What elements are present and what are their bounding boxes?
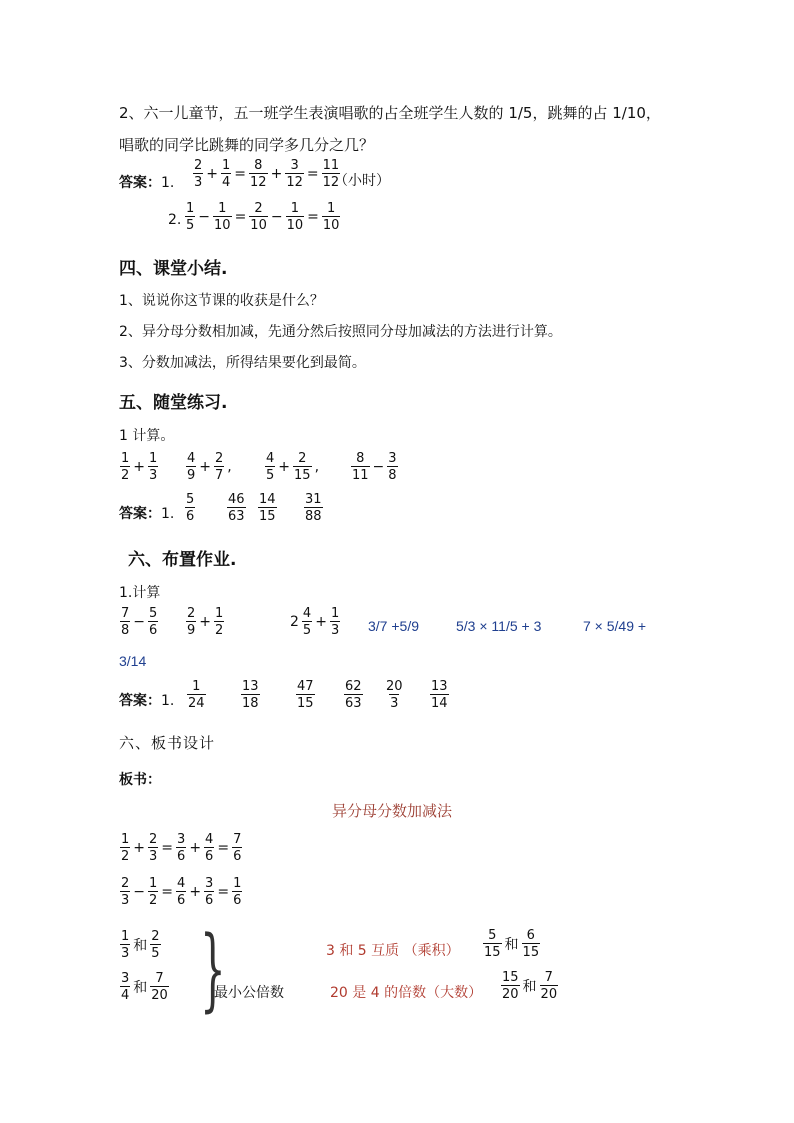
denominator: 2	[121, 849, 130, 864]
practice-expr-2	[185, 452, 234, 482]
numerator: 47	[297, 679, 314, 694]
denominator: 10	[322, 218, 340, 233]
homework-answer-label: 答案：1.	[119, 693, 175, 709]
numerator: 3	[388, 451, 397, 466]
fraction	[249, 202, 268, 232]
denominator: 10	[250, 218, 267, 233]
practice-expr-3	[264, 452, 321, 482]
practice-expr-1	[119, 452, 159, 482]
operator: ,	[314, 459, 320, 475]
numerator: 20	[386, 679, 403, 694]
numerator: 3	[121, 971, 130, 986]
numerator: 7	[544, 970, 553, 985]
section-5-title: 五、随堂练习.	[119, 393, 228, 413]
question-2-line-2: 唱歌的同学比跳舞的同学多几分之几？	[119, 136, 375, 154]
numerator: 13	[242, 679, 259, 694]
denominator: 2	[215, 623, 224, 638]
fraction	[185, 202, 195, 232]
denominator: 5	[266, 468, 275, 483]
numerator: 2	[215, 451, 224, 466]
board-equation-2	[119, 877, 243, 907]
numerator: 5	[186, 492, 195, 507]
operator: =	[234, 209, 247, 225]
board-note-2: 20 是 4 的倍数（大数）	[330, 985, 483, 1001]
denominator: 6	[177, 849, 186, 864]
numerator: 2	[254, 201, 263, 216]
homework-answer-5	[384, 680, 405, 710]
fraction	[148, 877, 158, 907]
numerator: 1	[326, 201, 336, 216]
fraction	[385, 680, 404, 710]
fraction	[120, 833, 130, 863]
numerator: 6	[526, 928, 535, 943]
fraction	[227, 493, 246, 523]
operator: =	[234, 166, 247, 182]
denominator: 4	[222, 175, 231, 190]
operator: +	[270, 166, 283, 182]
denominator: 12	[250, 175, 267, 190]
fraction	[302, 607, 312, 637]
numerator: 7	[233, 832, 242, 847]
operator: =	[217, 840, 230, 856]
fraction	[258, 493, 277, 523]
denominator: 3	[330, 623, 340, 638]
numerator: 1	[121, 451, 130, 466]
numerator: 1	[290, 201, 299, 216]
practice-answer-1	[184, 493, 196, 523]
homework-answer-2	[240, 680, 261, 710]
numerator: 2	[194, 158, 203, 173]
summary-item-2: 2、异分母分数相加减，先通分然后按照同分母加减法的方法进行计算。	[119, 324, 562, 340]
fraction	[187, 680, 206, 710]
answer-unit: （小时）	[334, 173, 390, 189]
denominator: 3	[121, 946, 130, 961]
board-heading: 异分母分数加减法	[332, 802, 453, 820]
fraction	[249, 159, 268, 189]
fraction	[232, 877, 242, 907]
denominator: 6	[149, 623, 158, 638]
numerator: 31	[305, 492, 322, 507]
numerator: 1	[186, 201, 195, 216]
section-4-title: 四、课堂小结.	[119, 259, 228, 279]
operator: =	[306, 166, 319, 182]
operator: 和	[504, 937, 519, 953]
numerator: 8	[254, 158, 263, 173]
denominator: 15	[484, 945, 501, 960]
fraction	[185, 493, 195, 523]
numerator: 2	[151, 929, 160, 944]
homework-plain-3: 7 × 5/49 +	[583, 618, 647, 634]
denominator: 9	[187, 468, 196, 483]
fraction	[120, 972, 130, 1002]
denominator: 20	[151, 988, 168, 1003]
numerator: 8	[356, 451, 365, 466]
operator: −	[372, 459, 385, 475]
practice-answer-4	[303, 493, 324, 523]
fraction	[120, 930, 130, 960]
operator: +	[133, 459, 146, 475]
denominator: 15	[294, 468, 311, 483]
fraction	[501, 971, 520, 1001]
fraction	[186, 452, 196, 482]
board-result-1	[482, 929, 541, 959]
denominator: 3	[194, 175, 203, 190]
denominator: 10	[286, 218, 304, 233]
denominator: 3	[390, 696, 399, 711]
fraction	[204, 833, 214, 863]
fraction	[213, 202, 232, 232]
denominator: 5	[302, 623, 312, 638]
operator: −	[270, 209, 283, 225]
operator: =	[161, 840, 174, 856]
board-result-2	[500, 971, 559, 1001]
numerator: 2	[298, 451, 307, 466]
operator: +	[189, 884, 202, 900]
homework-answer-1	[186, 680, 207, 710]
fraction	[483, 929, 502, 959]
board-label: 板书：	[119, 772, 161, 788]
summary-item-3: 3、分数加减法，所得结果要化到最简。	[119, 355, 366, 371]
fraction	[241, 680, 260, 710]
fraction	[344, 680, 363, 710]
denominator: 18	[242, 696, 259, 711]
practice-answer-3	[257, 493, 278, 523]
homework-label: 1.计算	[119, 585, 161, 601]
fraction	[214, 452, 224, 482]
fraction	[204, 877, 214, 907]
fraction	[120, 877, 130, 907]
numerator: 7	[155, 971, 164, 986]
fraction	[148, 607, 158, 637]
denominator: 88	[305, 509, 322, 524]
operator: ,	[227, 459, 232, 475]
numerator: 62	[345, 679, 362, 694]
denominator: 3	[121, 893, 130, 908]
numerator: 1	[149, 876, 158, 891]
fraction	[120, 452, 130, 482]
denominator: 8	[388, 468, 397, 483]
operator: −	[133, 614, 146, 630]
denominator: 8	[121, 623, 130, 638]
numerator: 7	[121, 606, 130, 621]
answer-2-label: 2.	[168, 212, 182, 228]
denominator: 6	[233, 893, 242, 908]
denominator: 5	[186, 218, 195, 233]
answer-equation-2	[184, 202, 341, 232]
numerator: 46	[228, 492, 245, 507]
homework-plain-4: 3/14	[119, 653, 147, 669]
denominator: 14	[431, 696, 448, 711]
homework-expr-3	[288, 607, 341, 637]
denominator: 20	[540, 987, 558, 1002]
denominator: 12	[322, 175, 340, 190]
operator: +	[133, 840, 146, 856]
summary-item-1: 1、说说你这节课的收获是什么？	[119, 293, 324, 309]
denominator: 3	[149, 468, 158, 483]
board-lcm: 最小公倍数	[214, 985, 284, 1001]
operator: +	[206, 166, 219, 182]
board-pair-1	[119, 930, 162, 960]
fraction	[232, 833, 242, 863]
denominator: 9	[187, 623, 196, 638]
board-pair-2	[119, 972, 170, 1002]
operator: =	[161, 884, 174, 900]
operator: +	[315, 614, 327, 630]
numerator: 1	[218, 201, 227, 216]
fraction	[120, 607, 130, 637]
homework-plain-2: 5/3 × 11/5 + 3	[456, 618, 542, 634]
denominator: 3	[149, 849, 158, 864]
fraction	[296, 680, 315, 710]
homework-answer-4	[343, 680, 364, 710]
denominator: 63	[228, 509, 245, 524]
fraction	[351, 452, 370, 482]
fraction	[150, 972, 169, 1002]
practice-answer-2	[226, 493, 247, 523]
operator: 和	[133, 938, 148, 954]
numerator: 4	[266, 451, 275, 466]
operator: +	[278, 459, 291, 475]
numerator: 1	[222, 158, 231, 173]
fraction	[293, 452, 312, 482]
section-board-title: 六、板书设计	[119, 734, 216, 752]
numerator: 1	[330, 606, 340, 621]
homework-plain-1: 3/7 +5/9	[368, 618, 419, 634]
denominator: 15	[259, 509, 276, 524]
numerator: 13	[431, 679, 448, 694]
operator: =	[307, 209, 319, 225]
homework-expr-2	[185, 607, 225, 637]
fraction	[150, 930, 160, 960]
denominator: 15	[297, 696, 314, 711]
denominator: 24	[188, 696, 205, 711]
numerator: 3	[177, 832, 186, 847]
fraction	[522, 929, 541, 959]
homework-expr-1	[119, 607, 159, 637]
denominator: 12	[286, 175, 303, 190]
numerator: 4	[177, 876, 186, 891]
fraction	[176, 833, 186, 863]
denominator: 2	[149, 893, 158, 908]
answer-equation-1	[192, 159, 341, 189]
fraction	[221, 159, 231, 189]
numerator: 1	[192, 679, 201, 694]
fraction	[330, 607, 340, 637]
numerator: 1	[215, 606, 224, 621]
numerator: 1	[121, 832, 130, 847]
curly-brace-icon: }	[200, 917, 226, 1022]
operator: 和	[522, 979, 537, 995]
fraction	[304, 493, 323, 523]
fraction	[430, 680, 449, 710]
fraction	[193, 159, 203, 189]
fraction	[285, 159, 304, 189]
practice-answer-label: 答案：1.	[119, 506, 175, 522]
fraction	[540, 971, 559, 1001]
numerator: 1	[149, 451, 158, 466]
numerator: 4	[187, 451, 196, 466]
fraction	[176, 877, 186, 907]
homework-answer-3	[295, 680, 316, 710]
operator: +	[199, 459, 212, 475]
operator: +	[189, 840, 202, 856]
fraction	[186, 607, 196, 637]
numerator: 14	[259, 492, 276, 507]
numerator: 3	[290, 158, 299, 173]
numerator: 4	[302, 606, 312, 621]
fraction	[286, 202, 305, 232]
operator: =	[217, 884, 230, 900]
board-equation-1	[119, 833, 243, 863]
denominator: 10	[214, 218, 231, 233]
operator: −	[133, 884, 146, 900]
practice-label: 1 计算。	[119, 428, 175, 444]
fraction	[387, 452, 397, 482]
fraction	[322, 202, 341, 232]
numerator: 4	[205, 832, 214, 847]
denominator: 63	[345, 696, 362, 711]
denominator: 5	[151, 946, 160, 961]
operator: +	[199, 614, 212, 630]
numerator: 2	[149, 832, 158, 847]
denominator: 4	[121, 988, 130, 1003]
numerator: 5	[488, 928, 497, 943]
denominator: 6	[177, 893, 186, 908]
fraction	[214, 607, 224, 637]
numerator: 11	[322, 158, 340, 173]
operator: 2	[290, 614, 299, 630]
denominator: 2	[121, 468, 130, 483]
numerator: 1	[121, 929, 130, 944]
denominator: 7	[215, 468, 224, 483]
numerator: 2	[121, 876, 130, 891]
numerator: 15	[502, 970, 519, 985]
operator: −	[198, 209, 211, 225]
board-note-1: 3 和 5 互质 （乘积）	[326, 943, 460, 959]
practice-expr-4	[350, 452, 399, 482]
numerator: 2	[187, 606, 196, 621]
fraction	[148, 452, 158, 482]
denominator: 6	[205, 849, 214, 864]
denominator: 6	[233, 849, 242, 864]
section-6-title: 六、布置作业.	[128, 550, 237, 570]
denominator: 6	[186, 509, 195, 524]
numerator: 5	[149, 606, 158, 621]
denominator: 11	[352, 468, 369, 483]
denominator: 6	[205, 893, 214, 908]
denominator: 20	[502, 987, 519, 1002]
numerator: 3	[205, 876, 214, 891]
denominator: 15	[522, 945, 540, 960]
answer-label: 答案：1.	[119, 175, 175, 191]
numerator: 1	[233, 876, 242, 891]
operator: 和	[133, 980, 148, 996]
fraction	[148, 833, 158, 863]
question-2-line-1: 2、六一儿童节，五一班学生表演唱歌的占全班学生人数的 1/5，跳舞的占 1/10，	[119, 104, 661, 122]
fraction	[265, 452, 275, 482]
homework-answer-6	[429, 680, 450, 710]
